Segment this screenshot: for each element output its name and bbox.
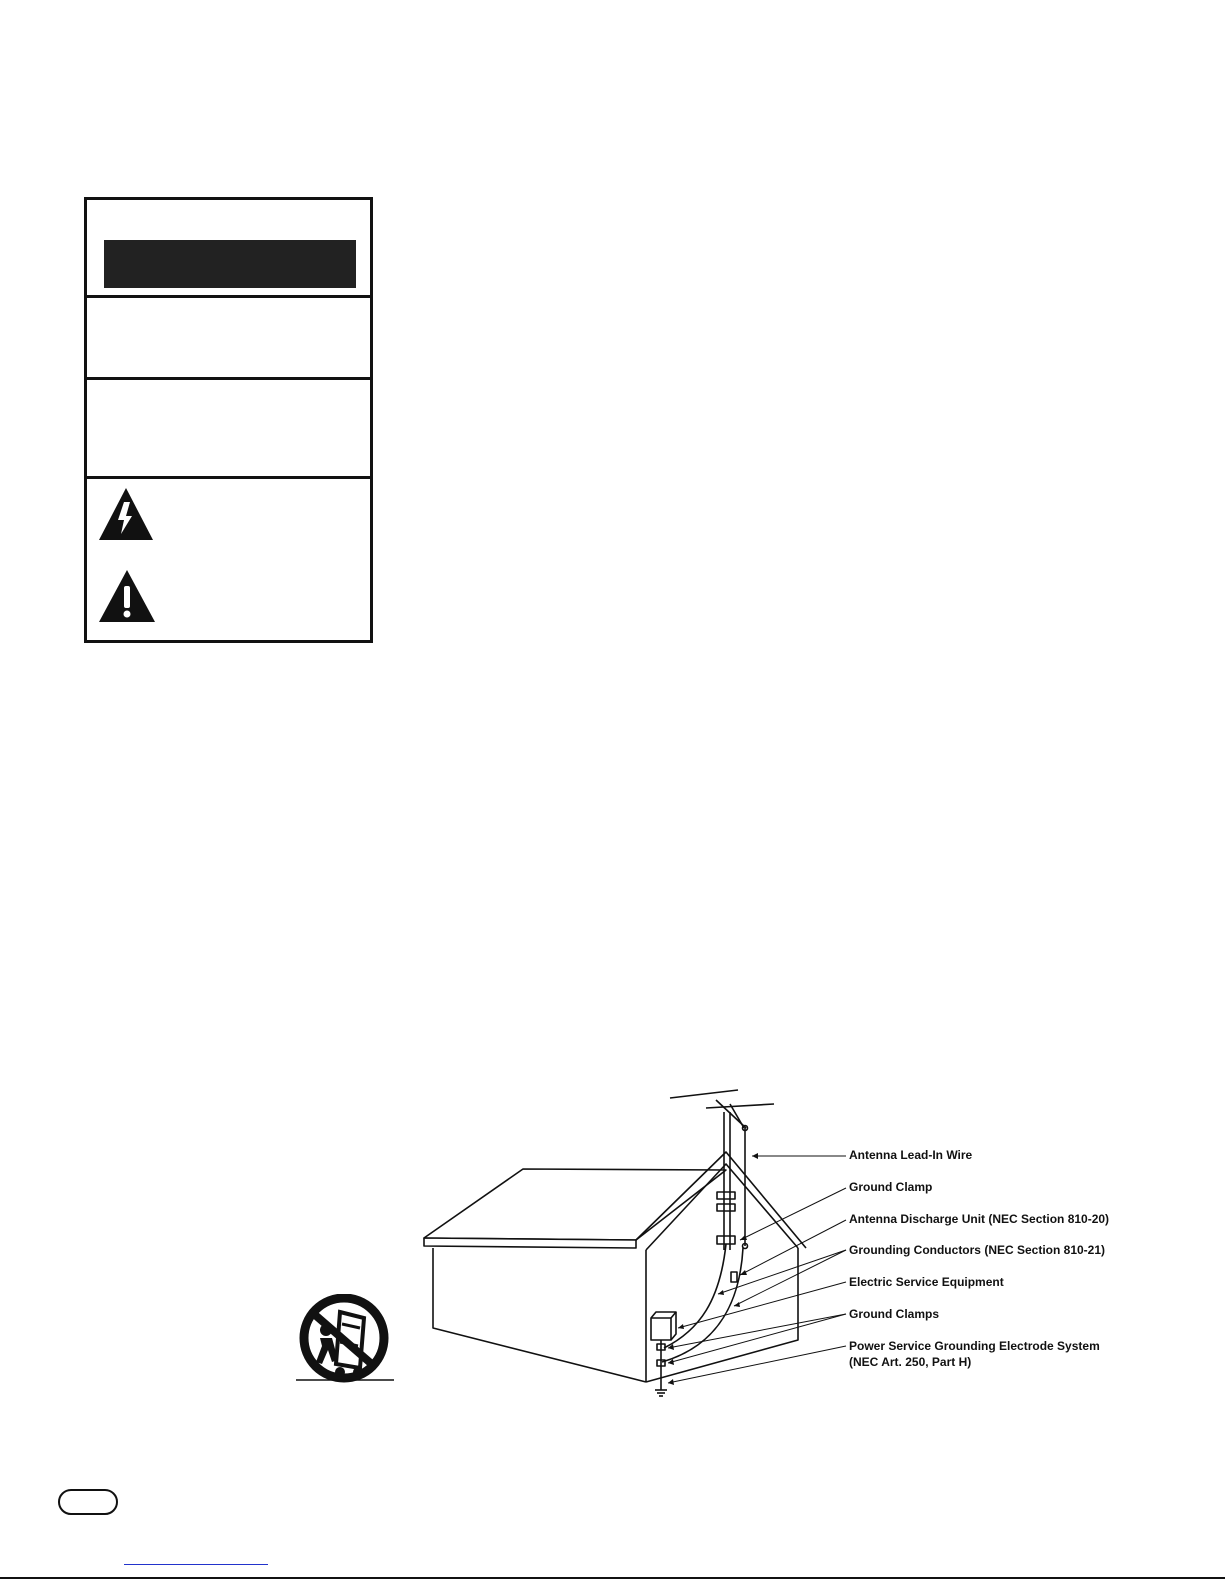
cart-tip-over-icon: [296, 1294, 394, 1386]
warning-header-bar: [104, 240, 356, 288]
callout-power-service-grounding: Power Service Grounding Electrode System: [849, 1339, 1100, 1353]
callout-grounding-conductors: Grounding Conductors (NEC Section 810-21): [849, 1243, 1106, 1257]
callout-antenna-discharge-unit: Antenna Discharge Unit (NEC Section 810-20): [849, 1212, 1110, 1226]
warning-box-divider: [86, 476, 373, 479]
callout-antenna-lead-in-wire: Antenna Lead-In Wire: [849, 1148, 973, 1162]
warning-box-divider: [86, 377, 373, 380]
callout-nec-art-250: (NEC Art. 250, Part H): [849, 1355, 972, 1369]
exclamation-triangle-icon: [97, 568, 157, 624]
callout-ground-clamps: Ground Clamps: [849, 1307, 940, 1321]
lightning-bolt-triangle-icon: [97, 486, 155, 542]
callout-electric-service-equipment: Electric Service Equipment: [849, 1275, 1004, 1289]
footer-link-underline[interactable]: [124, 1564, 268, 1565]
callout-ground-clamp: Ground Clamp: [849, 1180, 933, 1194]
warning-box-divider: [86, 295, 373, 298]
footer-rule: [0, 1577, 1225, 1579]
page-number-oval: [58, 1489, 118, 1515]
